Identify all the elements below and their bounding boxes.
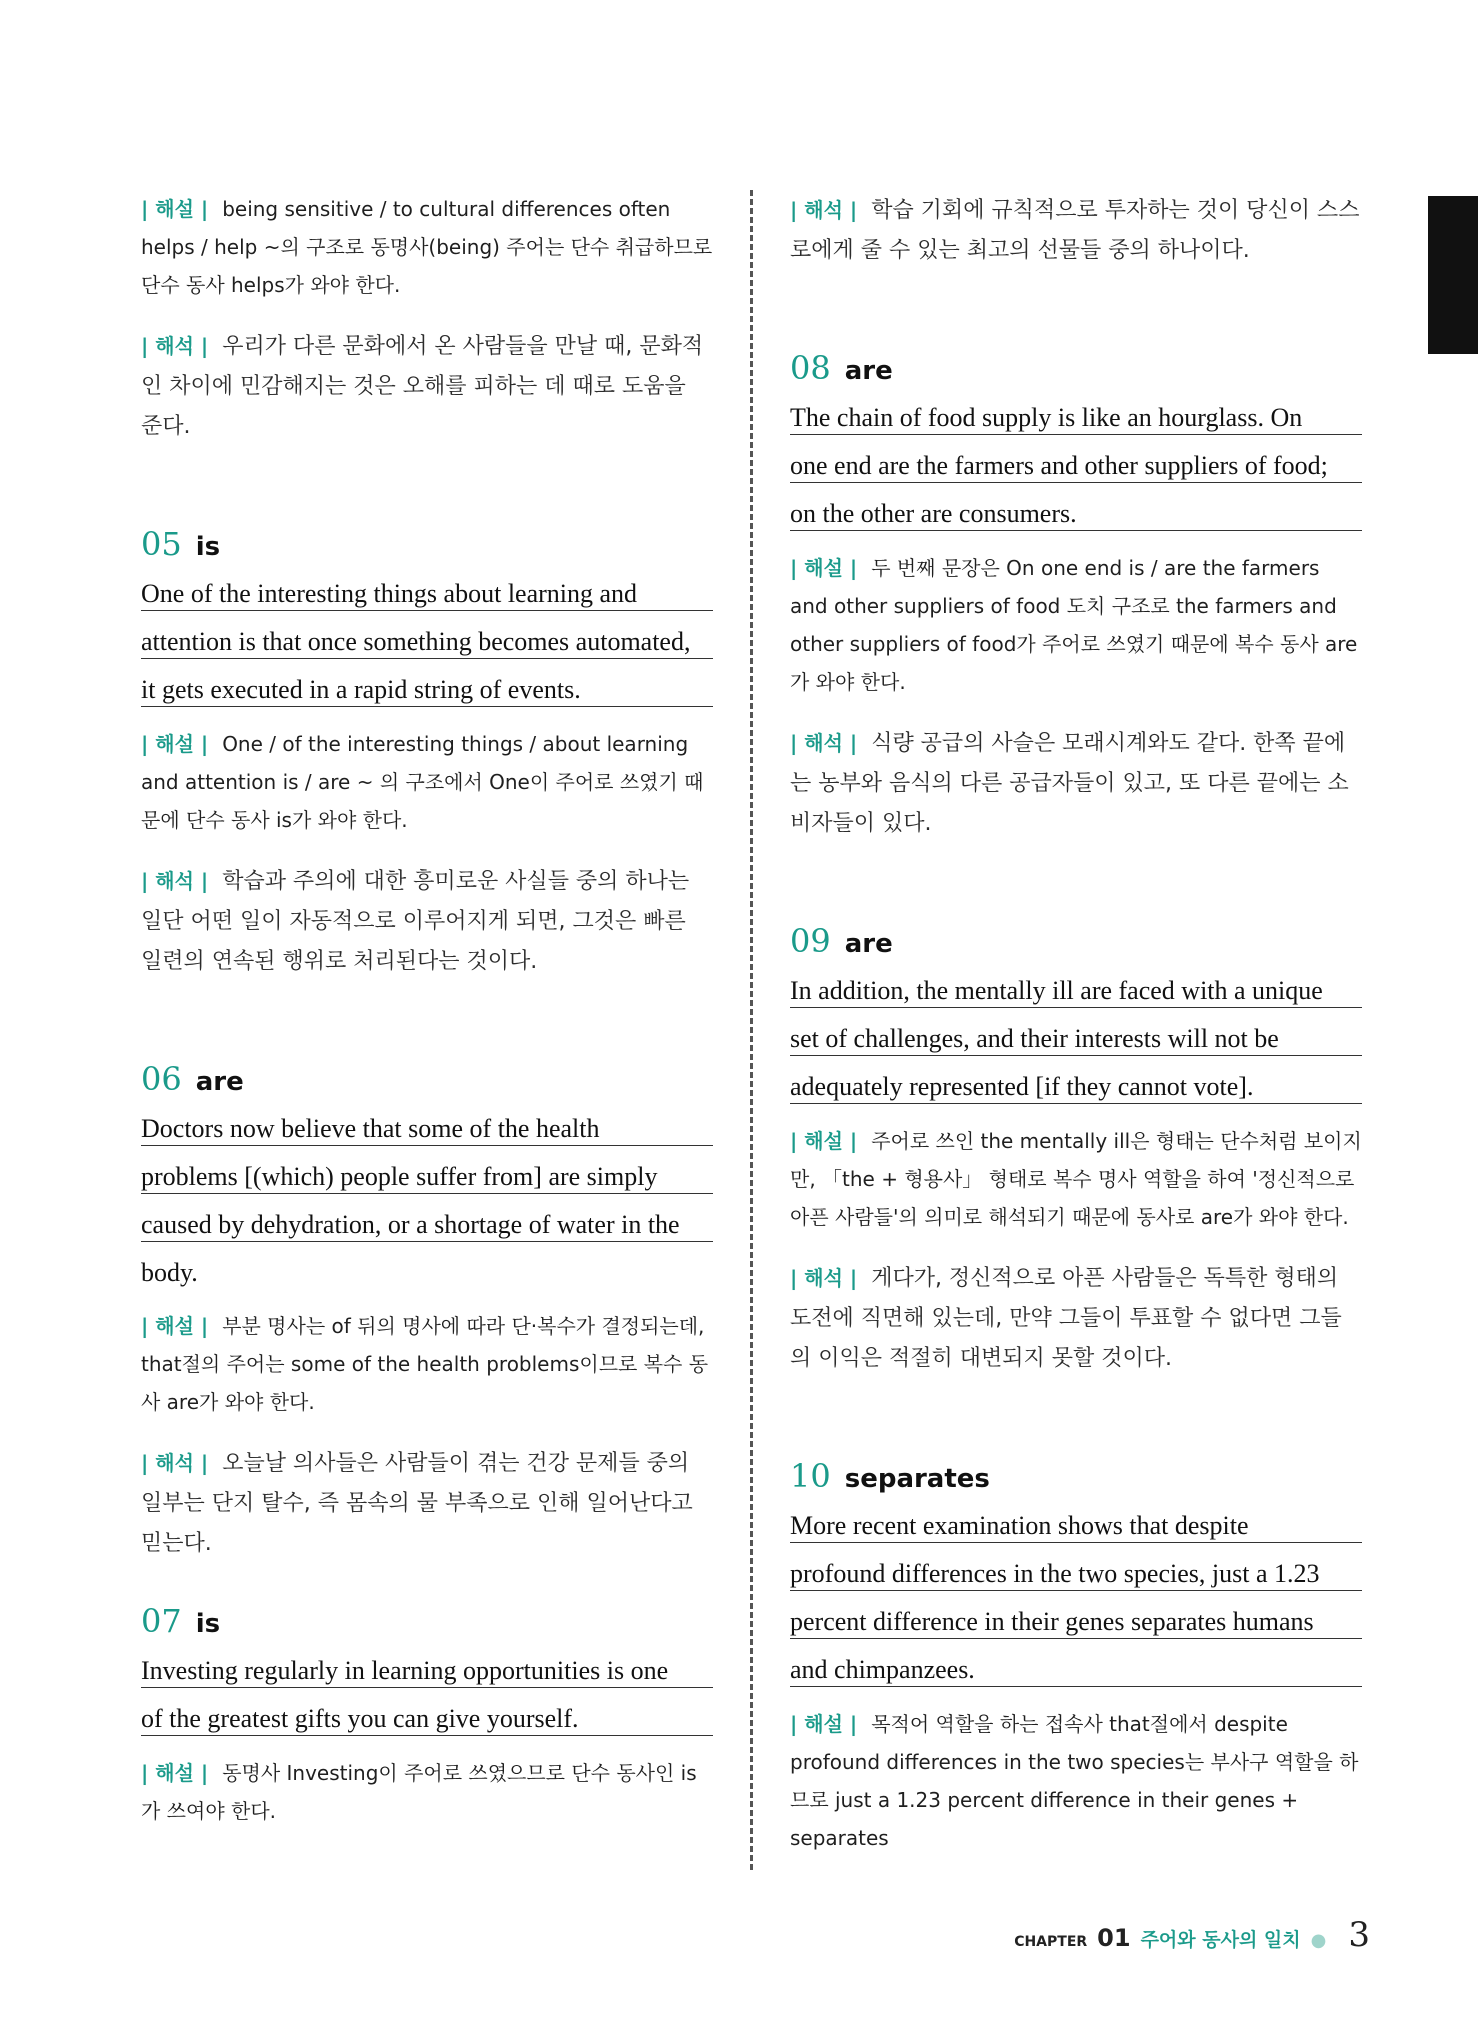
bullet-dot-icon: ● [1310, 1930, 1327, 1951]
translation-note-07: | 해석 | 학습 기회에 규칙적으로 투자하는 것이 당신이 스스로에게 줄 수 있는 최고의 선물들 중의 하나이다. [790, 198, 1360, 263]
sentence-line: More recent examination shows that despite [790, 1513, 1362, 1543]
page-number: 3 [1348, 1915, 1370, 1955]
grammar-note-07: | 해설 | 동명사 Investing이 주어로 쓰였으므로 단수 동사인 is가 쓰여야 한다. [141, 1761, 697, 1823]
sentence-line: set of challenges, and their interests will not be [790, 1026, 1362, 1056]
question-07-sentence [141, 1658, 713, 1736]
sentence-line: adequately represented [if they cannot vote]. [790, 1074, 1362, 1104]
question-05-sentence [141, 581, 713, 707]
sentence-line: percent difference in their genes separates humans [790, 1609, 1362, 1639]
left-column [141, 190, 713, 1830]
question-08-header: 08 are [790, 349, 893, 387]
translation-note-08: | 해석 | 식량 공급의 사슬은 모래시계와도 같다. 한쪽 끝에는 농부와 음식의 다른 공급자들이 있고, 또 다른 끝에는 소비자들이 있다. [790, 731, 1349, 836]
translation-note-06: | 해석 | 오늘날 의사들은 사람들이 겪는 건강 문제들 중의 일부는 단지 탈수, 즉 몸속의 물 부족으로 인해 일어난다고 믿는다. [141, 1451, 693, 1556]
sentence-line: The chain of food supply is like an hourglass. On [790, 405, 1362, 435]
chapter-word: CHAPTER [1014, 1934, 1088, 1950]
question-06-header: 06 are [141, 1060, 244, 1098]
question-09-header: 09 are [790, 922, 893, 960]
sentence-line: it gets executed in a rapid string of events. [141, 677, 713, 707]
grammar-note-06: | 해설 | 부분 명사는 of 뒤의 명사에 따라 단·복수가 결정되는데, that절의 주어는 some of the health problems이므로 복수 동사 are가 와야 한다. [141, 1314, 709, 1414]
sentence-line: In addition, the mentally ill are faced with a unique [790, 978, 1362, 1008]
translation-note-04: | 해석 | 우리가 다른 문화에서 온 사람들을 만날 때, 문화적인 차이에 민감해지는 것은 오해를 피하는 데 때로 도움을 준다. [141, 334, 704, 439]
question-10-sentence [790, 1513, 1362, 1687]
chapter-tab-marker [1428, 196, 1478, 354]
question-10-header: 10 separates [790, 1457, 990, 1495]
question-05-header: 05 is [141, 525, 221, 563]
sentence-line: profound differences in the two species, just a 1.23 [790, 1561, 1362, 1591]
translation-label: | 해석 | [141, 334, 209, 358]
grammar-label: | 해설 | [141, 197, 209, 221]
column-divider [750, 190, 753, 1870]
grammar-note-05: | 해설 | One / of the interesting things / about learning and attention is / are ~ 의 구조에서 One이 주어로 쓰였기 때문에 단수 동사 is가 와야 한다. [141, 732, 704, 832]
grammar-note-09: | 해설 | 주어로 쓰인 the mentally ill은 형태는 단수처럼 보이지만, 「the + 형용사」 형태로 복수 명사 역할을 하여 '정신적으로 아픈 사람들'의 의미로 해석되기 때문에 동사로 are가 와야 한다. [790, 1129, 1362, 1229]
grammar-note-10: | 해설 | 목적어 역할을 하는 접속사 that절에서 despite profound differences in the two species는 부사구 역할을 하므로 just a 1.23 percent difference in their genes + separates [790, 1712, 1359, 1850]
sentence-line: Doctors now believe that some of the health [141, 1116, 713, 1146]
translation-note-09: | 해석 | 게다가, 정신적으로 아픈 사람들은 독특한 형태의 도전에 직면해 있는데, 만약 그들이 투표할 수 없다면 그들의 이익은 적절히 대변되지 못할 것이다. [790, 1266, 1342, 1371]
right-column [790, 190, 1362, 1857]
grammar-note-08: | 해설 | 두 번째 문장은 On one end is / are the farmers and other suppliers of food 도치 구조로 the farmers and other suppliers of food가 주어로 쓰였기 때문에 복수 동사 are가 와야 한다. [790, 556, 1358, 694]
translation-note-05: | 해석 | 학습과 주의에 대한 흥미로운 사실들 중의 하나는 일단 어떤 일이 자동적으로 이루어지게 되면, 그것은 빠른 일련의 연속된 행위로 처리된다는 것이다. [141, 869, 690, 974]
grammar-note-04: | 해설 | being sensitive / to cultural differences often helps / help ~의 구조로 동명사(being) 주어는 단수 취급하므로 단수 동사 helps가 와야 한다. [141, 197, 713, 297]
sentence-line: attention is that once something becomes automated, [141, 629, 713, 659]
sentence-line: One of the interesting things about learning and [141, 581, 713, 611]
chapter-title: 주어와 동사의 일치 [1140, 1929, 1301, 1951]
sentence-line: of the greatest gifts you can give yourself. [141, 1706, 713, 1736]
question-08-sentence [790, 405, 1362, 531]
sentence-line: one end are the farmers and other suppliers of food; [790, 453, 1362, 483]
sentence-line: problems [(which) people suffer from] are simply [141, 1164, 713, 1194]
question-06-sentence [141, 1116, 713, 1289]
question-09-sentence [790, 978, 1362, 1104]
sentence-line: caused by dehydration, or a shortage of water in the [141, 1212, 713, 1242]
page-footer [990, 1915, 1370, 1955]
sentence-line: body. [141, 1258, 198, 1287]
chapter-number: 01 [1097, 1924, 1131, 1952]
sentence-line: on the other are consumers. [790, 501, 1362, 531]
sentence-line: and chimpanzees. [790, 1657, 1362, 1687]
sentence-line: Investing regularly in learning opportunities is one [141, 1658, 713, 1688]
question-07-header: 07 is [141, 1602, 221, 1640]
